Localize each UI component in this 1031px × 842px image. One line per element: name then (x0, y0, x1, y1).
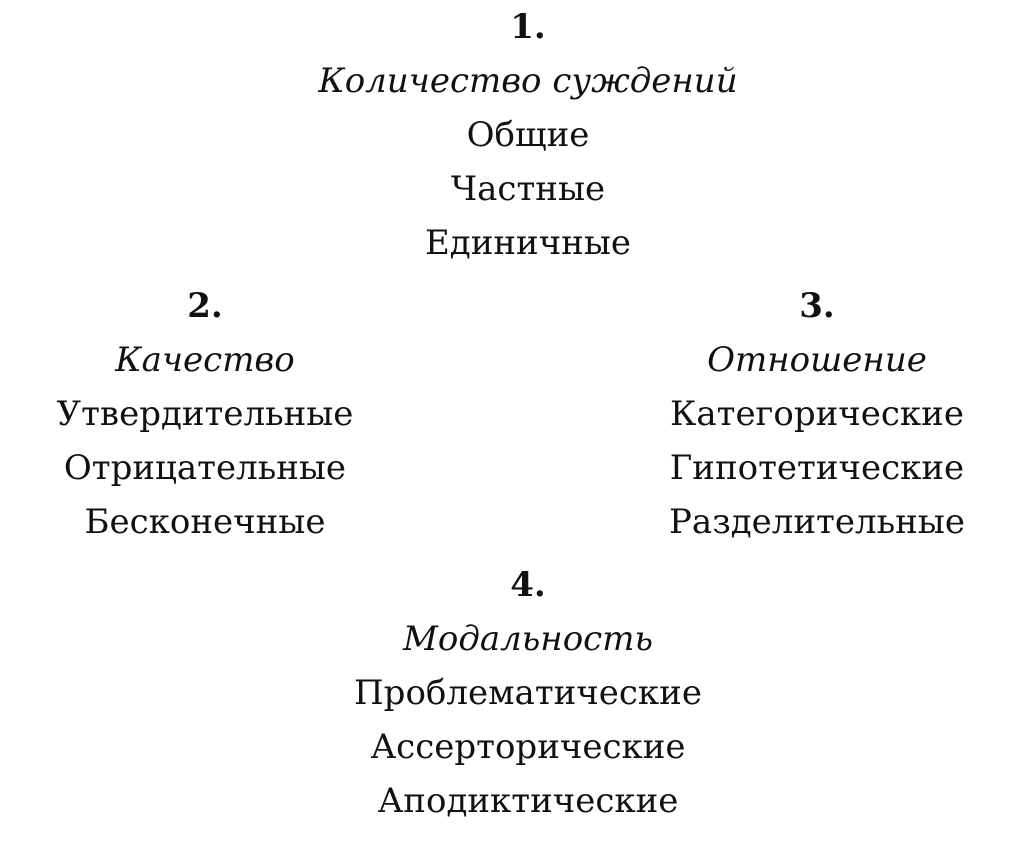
group-relation (607, 279, 1027, 549)
group-heading: Модальность (403, 619, 653, 659)
group-item: Общие (466, 115, 590, 155)
group-item: Единичные (424, 223, 632, 263)
group-quality (0, 279, 415, 549)
group-number: 3. (799, 286, 835, 326)
group-item: Гипотетические (669, 448, 965, 488)
group-item: Проблематические (354, 673, 702, 713)
group-item: Ассерторические (370, 727, 686, 767)
group-heading: Количество суждений (318, 61, 738, 101)
group-item: Аподиктические (377, 781, 679, 821)
group-number: 1. (510, 7, 546, 47)
group-number: 2. (187, 286, 223, 326)
group-number: 4. (510, 565, 546, 605)
group-item: Частные (450, 169, 606, 209)
group-quantity (318, 0, 738, 270)
group-item: Бесконечные (84, 502, 326, 542)
group-heading: Качество (115, 340, 295, 380)
group-item: Отрицательные (63, 448, 347, 488)
group-item: Утвердительные (56, 394, 354, 434)
group-item: Разделительные (669, 502, 965, 542)
group-heading: Отношение (707, 340, 927, 380)
group-modality (318, 558, 738, 828)
group-item: Категорические (670, 394, 964, 434)
